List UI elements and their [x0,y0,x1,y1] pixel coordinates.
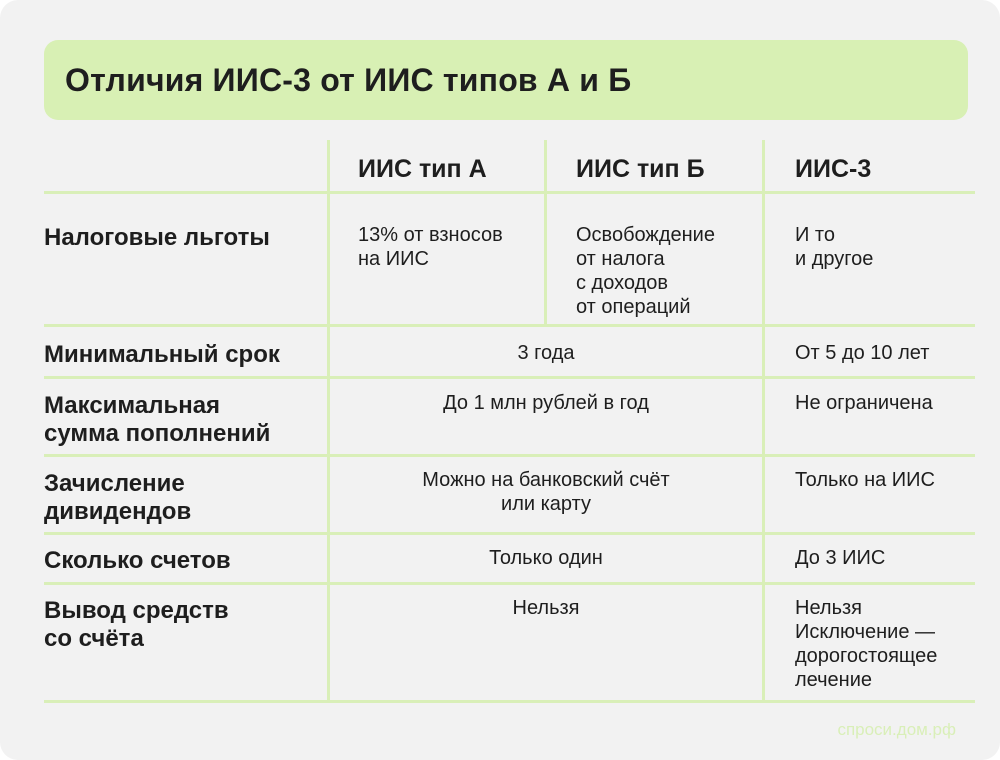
row-label-max-deposit: Максимальная сумма пополнений [44,392,271,447]
table-divider [44,582,975,585]
column-divider [762,140,765,703]
cell-min-term-ab: 3 года [517,342,575,364]
table-divider [44,324,975,327]
page-title: Отличия ИИС-3 от ИИС типов А и Б [65,61,632,98]
table-divider [44,376,975,379]
column-header-iis3: ИИС-3 [795,155,872,183]
cell-account-count-ab: Только один [489,547,603,569]
cell-account-count-iis3: До 3 ИИС [795,547,886,569]
table-divider [44,700,975,703]
cell-min-term-iis3: От 5 до 10 лет [795,342,930,364]
column-header-type-a: ИИС тип А [358,155,487,183]
table-divider [44,532,975,535]
cell-dividends-iis3: Только на ИИС [795,469,935,491]
column-header-type-b: ИИС тип Б [576,155,705,183]
cell-tax-type-b: Освобождение от налога с доходов от операций [576,224,715,318]
cell-max-deposit-iis3: Не ограничена [795,392,933,414]
cell-withdrawal-ab: Нельзя [512,597,580,619]
row-label-dividends: Зачисление дивидендов [44,470,192,525]
row-label-withdrawal: Вывод средств со счёта [44,597,229,652]
cell-tax-iis3: И то и другое [795,224,874,270]
cell-max-deposit-ab: До 1 млн рублей в год [443,392,649,414]
footer-watermark: спроси.дом.рф [837,720,956,739]
cell-withdrawal-iis3: Нельзя Исключение — дорогостоящее лечение [795,597,938,691]
row-label-min-term: Минимальный срок [44,341,280,368]
table-divider [44,454,975,457]
table-divider [44,191,975,194]
row-label-tax-benefits: Налоговые льготы [44,224,270,251]
cell-dividends-ab: Можно на банковский счёт или карту [422,469,670,515]
column-divider [544,140,547,327]
cell-tax-type-a: 13% от взносов на ИИС [358,224,503,270]
row-label-account-count: Сколько счетов [44,547,231,574]
